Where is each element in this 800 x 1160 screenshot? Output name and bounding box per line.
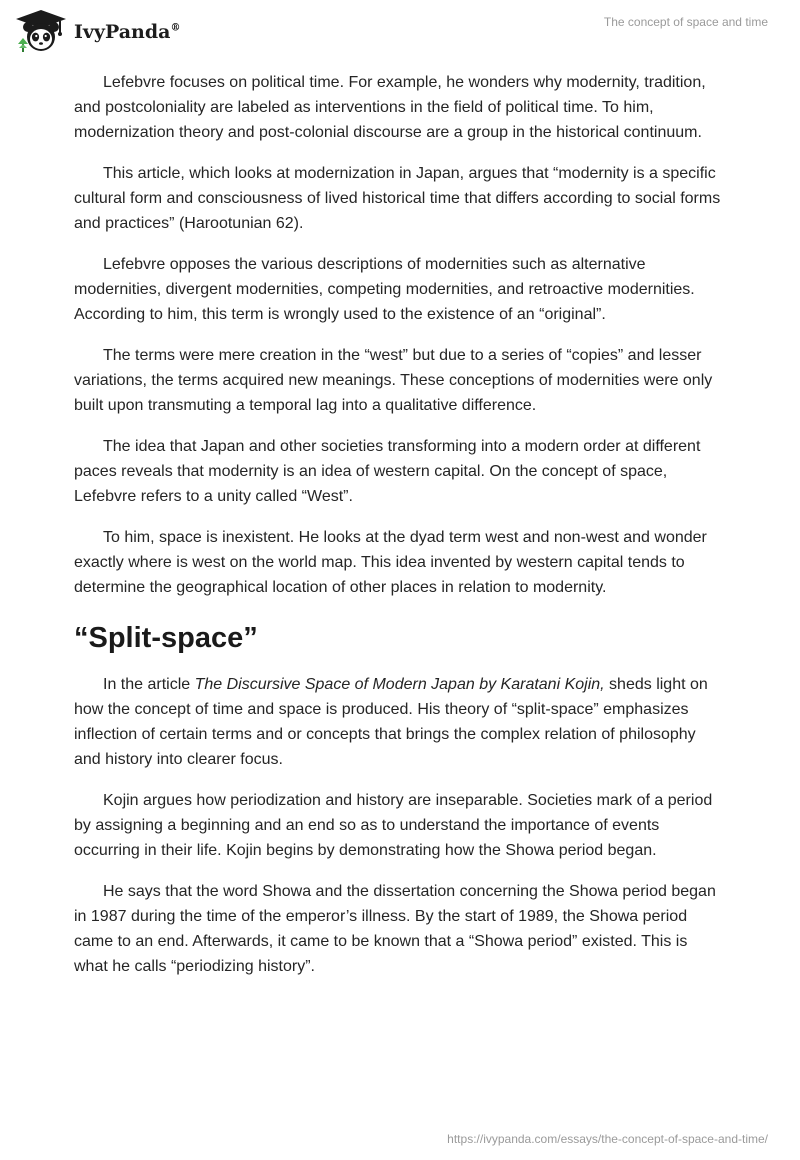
paragraph: The idea that Japan and other societies transforming into a modern order at different paces reveals that modernity is an idea of western capital. On the concept of space, Lefebvre refers to a unity called “West”.	[74, 438, 701, 505]
paragraph: Lefebvre focuses on political time. For example, he wonders why modernity, tradition, and postcoloniality are labeled as interventions in the field of political time. To him, modernization theory and post-colonial discourse are a group in the historical continuum.	[74, 74, 706, 141]
paragraph: Lefebvre opposes the various descriptions of modernities such as alternative modernities, divergent modernities, competing modernities, and retroactive modernities. According to him, this term is wrongly used to the existence of an “original”.	[74, 256, 695, 323]
article-title-italic: The Discursive Space of Modern Japan by Karatani Kojin,	[194, 676, 605, 693]
paragraph-text: In the article	[103, 676, 195, 693]
footer-url[interactable]: https://ivypanda.com/essays/the-concept-of-space-and-time/	[447, 1132, 768, 1146]
brand-name: IvyPanda®	[74, 21, 181, 43]
paragraph: This article, which looks at modernization in Japan, argues that “modernity is a specific cultural form and consciousness of lived historical time that differs according to social forms and practices” (Harootunian 62).	[74, 165, 721, 232]
registered-mark: ®	[170, 22, 181, 34]
logo[interactable]	[14, 8, 180, 54]
page-header	[0, 0, 800, 64]
article-body	[74, 70, 724, 995]
paragraph: To him, space is inexistent. He looks at the dyad term west and non-west and wonder exactly where is west on the world map. This idea invented by western capital tends to determine the geographical location of other places in relation to modernity.	[74, 529, 707, 596]
paragraph: Kojin argues how periodization and history are inseparable. Societies mark of a period by assigning a beginning and an end so as to understand the importance of events occurring in their life. Kojin begins by demonstrating how the Showa period began.	[74, 792, 713, 859]
paragraph	[74, 672, 724, 772]
section-heading: “Split-space”	[74, 622, 258, 654]
header-page-title: The concept of space and time	[603, 15, 768, 29]
paragraph: He says that the word Showa and the dissertation concerning the Showa period began in 1987 during the time of the emperor’s illness. By the start of 1989, the Showa period came to an end. Afterwards, it came to be known that a “Showa period” existed. This is what he calls “periodizing history”.	[74, 883, 716, 975]
panda-logo-icon	[14, 8, 68, 54]
paragraph-text: sheds light on how the concept of time and space is produced. His theory of “split-space” emphasizes inflection of certain terms and or concepts that brings the complex relation of philosophy and history into clearer focus.	[74, 676, 708, 768]
paragraph: The terms were mere creation in the “west” but due to a series of “copies” and lesser variations, the terms acquired new meanings. These conceptions of modernities were only built upon transmuting a temporal lag into a qualitative difference.	[74, 347, 713, 414]
